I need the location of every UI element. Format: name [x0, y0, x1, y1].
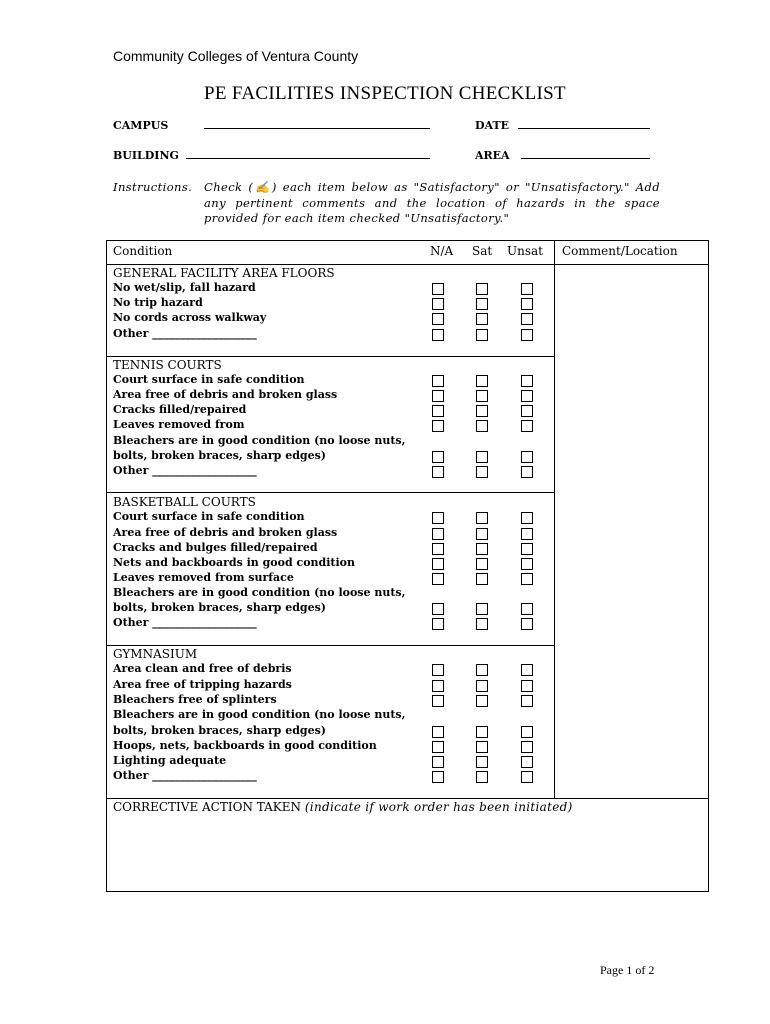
column-condition: Condition [113, 244, 173, 258]
checklist-item-label: Area free of debris and broken glass [113, 388, 338, 401]
na-checkbox[interactable] [432, 512, 444, 524]
section-title-floors: GENERAL FACILITY AREA FLOORS [113, 266, 335, 280]
na-checkbox[interactable] [432, 283, 444, 295]
unsat-checkbox[interactable] [521, 329, 533, 341]
unsat-checkbox[interactable] [521, 283, 533, 295]
checklist-item-label: Court surface in safe condition [113, 373, 305, 386]
instructions-label: Instructions. [113, 180, 193, 194]
corrective-divider [106, 798, 708, 799]
na-checkbox[interactable] [432, 451, 444, 463]
page-number: Page 1 of 2 [600, 963, 655, 977]
unsat-checkbox[interactable] [521, 573, 533, 585]
na-checkbox[interactable] [432, 726, 444, 738]
checklist-item-label: Lighting adequate [113, 754, 227, 767]
checklist-item-label: No trip hazard [113, 296, 203, 309]
campus-label: CAMPUS [113, 119, 169, 132]
unsat-checkbox[interactable] [521, 298, 533, 310]
header-divider [106, 264, 708, 265]
na-checkbox[interactable] [432, 680, 444, 692]
checklist-item-label: Bleachers are in good condition (no loose nuts, [113, 434, 406, 447]
corrective-action-note: (indicate if work order has been initiated) [304, 800, 573, 814]
sat-checkbox[interactable] [476, 726, 488, 738]
checklist-item-label: Area free of tripping hazards [113, 678, 292, 691]
checklist-item-label: Other ___________________ [113, 616, 257, 629]
sat-checkbox[interactable] [476, 756, 488, 768]
checklist-item-label: Other ___________________ [113, 327, 257, 340]
na-checkbox[interactable] [432, 771, 444, 783]
unsat-checkbox[interactable] [521, 771, 533, 783]
unsat-checkbox[interactable] [521, 618, 533, 630]
na-checkbox[interactable] [432, 695, 444, 707]
area-label: AREA [475, 149, 510, 162]
column-na: N/A [430, 244, 454, 258]
sat-checkbox[interactable] [476, 558, 488, 570]
sat-checkbox[interactable] [476, 313, 488, 325]
sat-checkbox[interactable] [476, 466, 488, 478]
sat-checkbox[interactable] [476, 741, 488, 753]
sat-checkbox[interactable] [476, 528, 488, 540]
building-label: BUILDING [113, 149, 179, 162]
checklist-item-label: bolts, broken braces, sharp edges) [113, 449, 326, 462]
na-checkbox[interactable] [432, 313, 444, 325]
date-label: DATE [475, 119, 510, 132]
building-field[interactable] [186, 158, 430, 159]
checklist-item-label: Nets and backboards in good condition [113, 556, 355, 569]
unsat-checkbox[interactable] [521, 512, 533, 524]
unsat-checkbox[interactable] [521, 664, 533, 676]
sat-checkbox[interactable] [476, 451, 488, 463]
unsat-checkbox[interactable] [521, 695, 533, 707]
sat-checkbox[interactable] [476, 329, 488, 341]
na-checkbox[interactable] [432, 466, 444, 478]
area-field[interactable] [521, 158, 650, 159]
section-title-gymnasium: GYMNASIUM [113, 647, 198, 661]
na-checkbox[interactable] [432, 405, 444, 417]
unsat-checkbox[interactable] [521, 375, 533, 387]
sat-checkbox[interactable] [476, 695, 488, 707]
na-checkbox[interactable] [432, 298, 444, 310]
unsat-checkbox[interactable] [521, 543, 533, 555]
checklist-item-label: bolts, broken braces, sharp edges) [113, 724, 326, 737]
sat-checkbox[interactable] [476, 680, 488, 692]
checklist-item-label: Court surface in safe condition [113, 510, 305, 523]
na-checkbox[interactable] [432, 558, 444, 570]
unsat-checkbox[interactable] [521, 741, 533, 753]
na-checkbox[interactable] [432, 543, 444, 555]
unsat-checkbox[interactable] [521, 726, 533, 738]
unsat-checkbox[interactable] [521, 528, 533, 540]
na-checkbox[interactable] [432, 420, 444, 432]
na-checkbox[interactable] [432, 375, 444, 387]
checklist-item-label: Bleachers free of splinters [113, 693, 277, 706]
corrective-action-area[interactable] [107, 818, 707, 888]
corrective-action-heading [113, 800, 573, 814]
sat-checkbox[interactable] [476, 512, 488, 524]
sat-checkbox[interactable] [476, 298, 488, 310]
sat-checkbox[interactable] [476, 664, 488, 676]
na-checkbox[interactable] [432, 329, 444, 341]
na-checkbox[interactable] [432, 664, 444, 676]
checklist-item-label: bolts, broken braces, sharp edges) [113, 601, 326, 614]
sat-checkbox[interactable] [476, 375, 488, 387]
unsat-checkbox[interactable] [521, 313, 533, 325]
na-checkbox[interactable] [432, 741, 444, 753]
column-unsat: Unsat [507, 244, 543, 258]
unsat-checkbox[interactable] [521, 558, 533, 570]
comment-column-divider [554, 240, 555, 798]
unsat-checkbox[interactable] [521, 680, 533, 692]
checklist-item-label: Leaves removed from surface [113, 571, 294, 584]
checklist-item-label: Other ___________________ [113, 464, 257, 477]
na-checkbox[interactable] [432, 756, 444, 768]
na-checkbox[interactable] [432, 618, 444, 630]
na-checkbox[interactable] [432, 603, 444, 615]
sat-checkbox[interactable] [476, 603, 488, 615]
instructions-text: Check (✍) each item below as "Satisfactory" or "Unsatisfactory." Add any pertinent comments and the location of hazards in the space provided for each item checked "Unsatisfactory." [204, 180, 660, 225]
checklist-item-label: No wet/slip, fall hazard [113, 281, 256, 294]
unsat-checkbox[interactable] [521, 405, 533, 417]
unsat-checkbox[interactable] [521, 451, 533, 463]
sat-checkbox[interactable] [476, 390, 488, 402]
sat-checkbox[interactable] [476, 573, 488, 585]
checklist-item-label: Cracks and bulges filled/repaired [113, 541, 318, 554]
checklist-item-label: Area free of debris and broken glass [113, 526, 338, 539]
na-checkbox[interactable] [432, 573, 444, 585]
checklist-item-label: Bleachers are in good condition (no loose nuts, [113, 586, 406, 599]
section-divider [106, 645, 554, 646]
sat-checkbox[interactable] [476, 618, 488, 630]
unsat-checkbox[interactable] [521, 756, 533, 768]
sat-checkbox[interactable] [476, 420, 488, 432]
checklist-item-label: Other ___________________ [113, 769, 257, 782]
page-title: PE FACILITIES INSPECTION CHECKLIST [204, 83, 566, 104]
checklist-item-label: Hoops, nets, backboards in good condition [113, 739, 377, 752]
unsat-checkbox[interactable] [521, 603, 533, 615]
date-field[interactable] [518, 128, 650, 129]
unsat-checkbox[interactable] [521, 420, 533, 432]
checklist-item-label: Cracks filled/repaired [113, 403, 247, 416]
section-divider [106, 492, 554, 493]
checklist-item-label: Leaves removed from [113, 418, 245, 431]
sat-checkbox[interactable] [476, 405, 488, 417]
section-divider [106, 356, 554, 357]
checklist-item-label: Bleachers are in good condition (no loose nuts, [113, 708, 406, 721]
corrective-action-label: CORRECTIVE ACTION TAKEN [113, 800, 301, 814]
organization-name: Community Colleges of Ventura County [113, 48, 359, 64]
section-title-tennis: TENNIS COURTS [113, 358, 222, 372]
column-sat: Sat [472, 244, 493, 258]
checklist-item-label: No cords across walkway [113, 311, 267, 324]
campus-field[interactable] [204, 128, 430, 129]
na-checkbox[interactable] [432, 528, 444, 540]
sat-checkbox[interactable] [476, 283, 488, 295]
section-title-basketball: BASKETBALL COURTS [113, 495, 256, 509]
column-comment-location: Comment/Location [562, 244, 678, 258]
sat-checkbox[interactable] [476, 771, 488, 783]
na-checkbox[interactable] [432, 390, 444, 402]
sat-checkbox[interactable] [476, 543, 488, 555]
checklist-item-label: Area clean and free of debris [113, 662, 292, 675]
unsat-checkbox[interactable] [521, 466, 533, 478]
unsat-checkbox[interactable] [521, 390, 533, 402]
